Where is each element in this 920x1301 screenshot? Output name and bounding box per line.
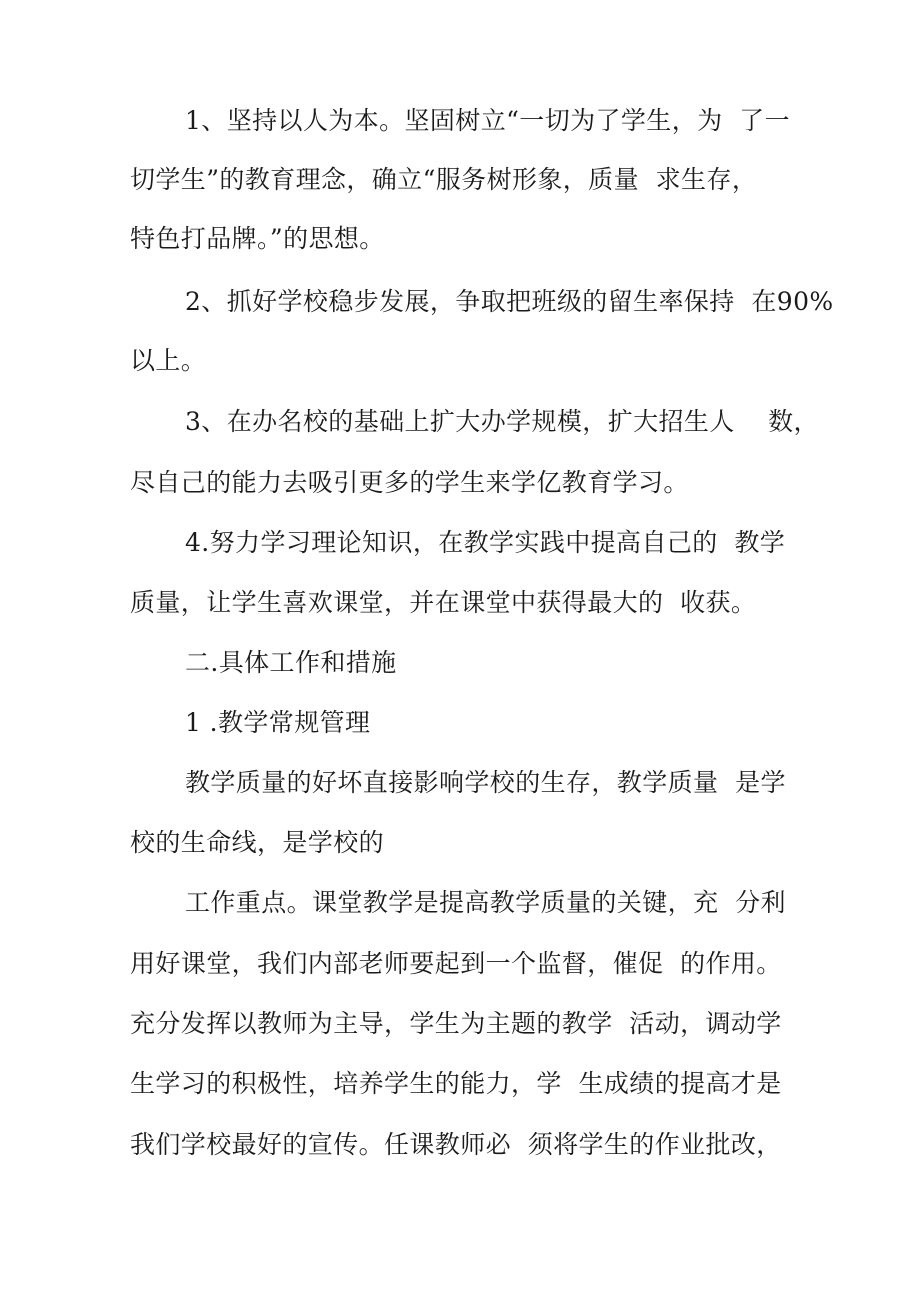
text-line: 3、在办名校的基础上扩大办学规模，扩大招生人 数， bbox=[185, 407, 819, 436]
section-heading: 二.具体工作和措施 bbox=[185, 648, 397, 677]
text-line: 生学习的积极性，培养学生的能力，学 生成绩的提高才是 bbox=[130, 1069, 782, 1098]
subsection-heading: 1 .教学常规管理 bbox=[185, 708, 371, 737]
text-line: 切学生”的教育理念，确立“服务树形象，质量 求生存， bbox=[130, 165, 758, 194]
text-line: 充分发挥以教师为主导，学生为主题的教学 活动，调动学 bbox=[130, 1009, 782, 1038]
text-line: 教学质量的好坏直接影响学校的生存，教学质量 是学 bbox=[185, 768, 786, 797]
text-line: 质量，让学生喜欢课堂，并在课堂中获得最大的 收获。 bbox=[130, 588, 757, 617]
text-line: 1、坚持以人为本。坚固树立“一切为了学生，为 了一 bbox=[185, 106, 790, 135]
text-line: 校的生命线，是学校的 bbox=[130, 828, 385, 857]
text-line: 我们学校最好的宣传。任课教师必 须将学生的作业批改， bbox=[130, 1130, 782, 1159]
text-line: 尽自己的能力去吸引更多的学生来学亿教育学习。 bbox=[130, 468, 689, 497]
text-line: 特色打品牌。”的思想。 bbox=[130, 224, 385, 253]
text-line: 工作重点。课堂教学是提高教学质量的关键，充 分利 bbox=[185, 888, 786, 917]
text-line: 2、抓好学校稳步发展，争取把班级的留生率保持 在90% bbox=[185, 287, 834, 316]
text-line: 以上。 bbox=[130, 346, 207, 375]
text-line: 4.努力学习理论知识，在教学实践中提高自己的 教学 bbox=[185, 528, 786, 557]
text-line: 用好课堂，我们内部老师要起到一个监督，催促 的作用。 bbox=[130, 949, 782, 978]
